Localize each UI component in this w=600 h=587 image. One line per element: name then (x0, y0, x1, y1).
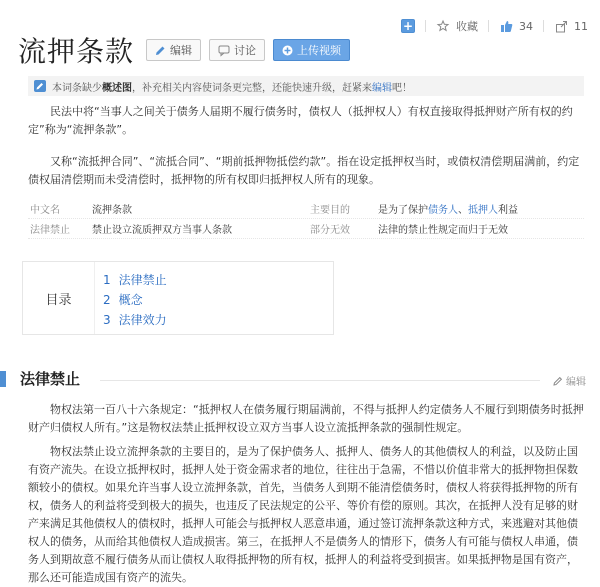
plus-circle-icon (282, 45, 293, 56)
pencil-icon (155, 45, 166, 56)
upload-video-button[interactable] (273, 39, 350, 61)
section-accent-bar (0, 371, 6, 387)
edit-button-label: 编辑 (170, 44, 193, 57)
section-heading (0, 368, 600, 392)
basic-info-table (28, 199, 584, 239)
edit-button[interactable] (146, 39, 201, 61)
section-edit-button[interactable]: 编辑 (553, 373, 586, 388)
info-row (28, 219, 584, 239)
info-value: 是为了保护债务人、抵押人利益 (378, 205, 518, 216)
toc-item[interactable]: 2 概念 (103, 293, 143, 307)
add-icon[interactable]: + (402, 19, 414, 33)
info-value: 法律的禁止性规定而归于无效 (378, 225, 508, 236)
star-icon[interactable] (436, 19, 450, 33)
divider (425, 20, 426, 32)
toc-item[interactable]: 3 法律效力 (103, 313, 167, 327)
info-row (28, 199, 584, 219)
share-icon[interactable] (554, 19, 568, 33)
table-of-contents (22, 261, 334, 335)
notice-text: 本词条缺少概述图，补充相关内容使词条更完整，还能快速升级，赶紧来编辑吧！ (52, 82, 412, 94)
share-count: 11 (574, 19, 588, 33)
title-row (18, 30, 350, 70)
divider (543, 20, 544, 32)
incomplete-notice (28, 76, 584, 96)
upload-video-label: 上传视频 (297, 44, 342, 57)
link-mortgagor[interactable]: 抵押人 (468, 205, 498, 216)
discuss-button[interactable] (209, 39, 265, 61)
like-count: 34 (519, 19, 533, 33)
section-paragraph: 物权法禁止设立流押条款的主要目的，是为了保护债务人、抵押人、债务人的其他债权人的利益，以及防止国有资产流失。在设立抵押权时，抵押人处于资金需求者的地位，往往出于急需，不惜以价值非常大的抵押物担保数额较小的债权。如果允许当事人设立流押条款，首先，当债务人到期不能清偿债务时，债权人将获得抵押物的所有权，债务人的利益将受到极大的损失，也违反了民法规定的公平、等价有偿的原则。其次，在抵押人没有足够的财产来满足其他债权人的债权时，抵押人可能会与抵押权人恶意串通，通过签订流押条款这种方式，来逃避对其他债权人的债务，从而给其他债权人造成损害。第三，在抵押人不是债务人的情形下，债务人有可能与债权人串通，债务人到期故意不履行债务从而让债权人取得抵押物的所有权，抵押人的利益将受到损害。如果抵押物是国有资产，那么还可能造成国有资产的流失。 (28, 445, 578, 584)
info-value: 流押条款 (92, 205, 132, 216)
summary-paragraph: 又称“流抵押合同”、“流抵合同”、“期前抵押物抵偿约款”。指在设定抵押权当时，或债权清偿期届满前，约定债权届清偿期而未受清偿时，抵押物的所有权即归抵押权人所有的现象。 (28, 155, 580, 186)
section-paragraph: 物权法第一百八十六条规定：“抵押权人在债务履行期届满前，不得与抵押人约定债务人不履行到期债务时抵押财产归债权人所有。”这是物权法禁止抵押权设立双方当事人设立流抵押条款的强制性规定。 (28, 403, 584, 434)
summary-paragraph: 民法中将“当事人之间关于债务人届期不履行债务时，债权人（抵押权人）有权直接取得抵押财产所有权的约定”称为“流押条款”。 (28, 105, 573, 136)
toc-item[interactable]: 1 法律禁止 (103, 273, 167, 287)
info-key: 部分无效 (310, 225, 350, 236)
info-key: 中文名 (30, 205, 60, 216)
toc-list (95, 262, 167, 334)
info-value: 禁止设立流质押双方当事人条款 (92, 225, 232, 236)
info-key: 主要目的 (310, 205, 350, 216)
chat-icon (218, 45, 230, 56)
info-key: 法律禁止 (30, 225, 70, 236)
pencil-icon (553, 376, 563, 386)
top-toolbar (401, 14, 588, 38)
thumbs-up-icon[interactable] (499, 19, 513, 33)
link-debtor[interactable]: 债务人 (428, 205, 458, 216)
discuss-button-label: 讨论 (234, 44, 257, 57)
edit-notice-icon (34, 80, 46, 92)
divider (488, 20, 489, 32)
section-title: 法律禁止 (20, 370, 81, 388)
section-divider (100, 380, 540, 381)
page-title: 流押条款 (18, 35, 135, 68)
notice-edit-link[interactable]: 编辑 (372, 82, 392, 94)
collect-label[interactable]: 收藏 (456, 20, 478, 33)
toc-label: 目录 (23, 262, 95, 334)
